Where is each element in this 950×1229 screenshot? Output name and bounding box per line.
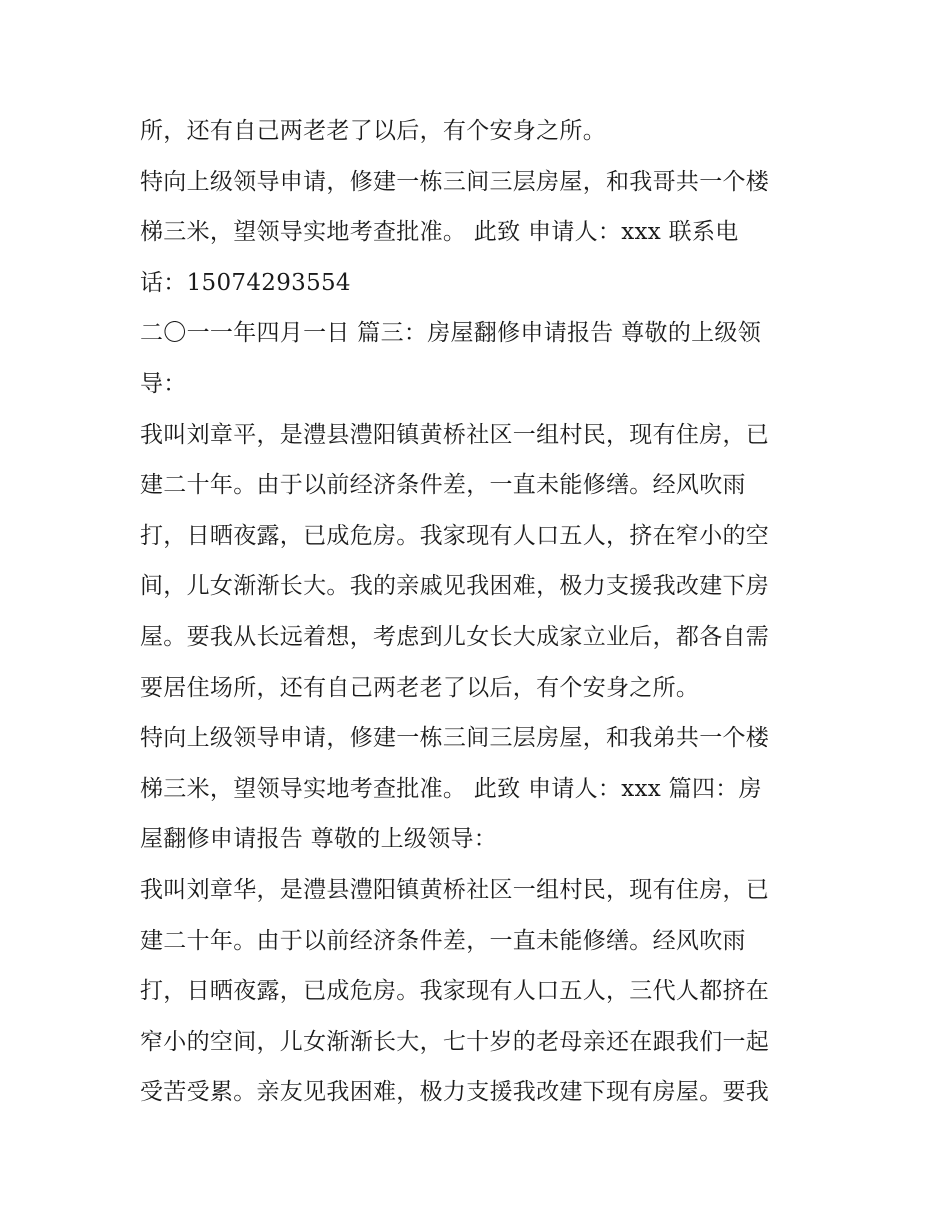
text-line-16: 我叫刘章华，是澧县澧阳镇黄桥社区一组村民，现有住房，已: [140, 876, 770, 903]
text-line-18: 打，日晒夜露，已成危房。我家现有人口五人，三代人都挤在: [140, 978, 770, 1005]
text-line-13: 特向上级领导申请，修建一栋三间三层房屋，和我弟共一个楼: [140, 725, 770, 752]
text-line-10: 间，儿女渐渐长大。我的亲戚见我困难，极力支援我改建下房: [140, 573, 770, 600]
text-line-4: 话：15074293554: [140, 269, 351, 296]
text-line-7: 我叫刘章平，是澧县澧阳镇黄桥社区一组村民，现有住房，已: [140, 421, 770, 448]
text-line-20: 受苦受累。亲友见我困难，极力支援我改建下现有房屋。要我: [140, 1079, 770, 1106]
text-line-3: 梯三米，望领导实地考查批准。 此致 申请人：xxx 联系电: [140, 219, 739, 246]
text-line-19: 窄小的空间，儿女渐渐长大，七十岁的老母亲还在跟我们一起: [140, 1028, 770, 1055]
text-line-5: 二〇一一年四月一日 篇三：房屋翻修申请报告 尊敬的上级领: [140, 320, 762, 347]
text-line-8: 建二十年。由于以前经济条件差，一直未能修缮。经风吹雨: [140, 472, 746, 499]
text-line-11: 屋。要我从长远着想，考虑到儿女长大成家立业后，都各自需: [140, 623, 770, 650]
text-line-14: 梯三米，望领导实地考查批准。 此致 申请人：xxx 篇四：房: [140, 775, 762, 802]
document-body: [140, 106, 820, 1118]
text-line-1: 所，还有自己两老老了以后，有个安身之所。: [140, 118, 606, 144]
text-line-17: 建二十年。由于以前经济条件差，一直未能修缮。经风吹雨: [140, 927, 746, 954]
text-line-2: 特向上级领导申请，修建一栋三间三层房屋，和我哥共一个楼: [140, 168, 770, 195]
text-line-6: 导：: [140, 370, 187, 397]
text-line-15: 屋翻修申请报告 尊敬的上级领导：: [140, 826, 498, 853]
text-line-9: 打，日晒夜露，已成危房。我家现有人口五人，挤在窄小的空: [140, 522, 770, 549]
text-line-12: 要居住场所，还有自己两老老了以后，有个安身之所。: [140, 674, 700, 701]
